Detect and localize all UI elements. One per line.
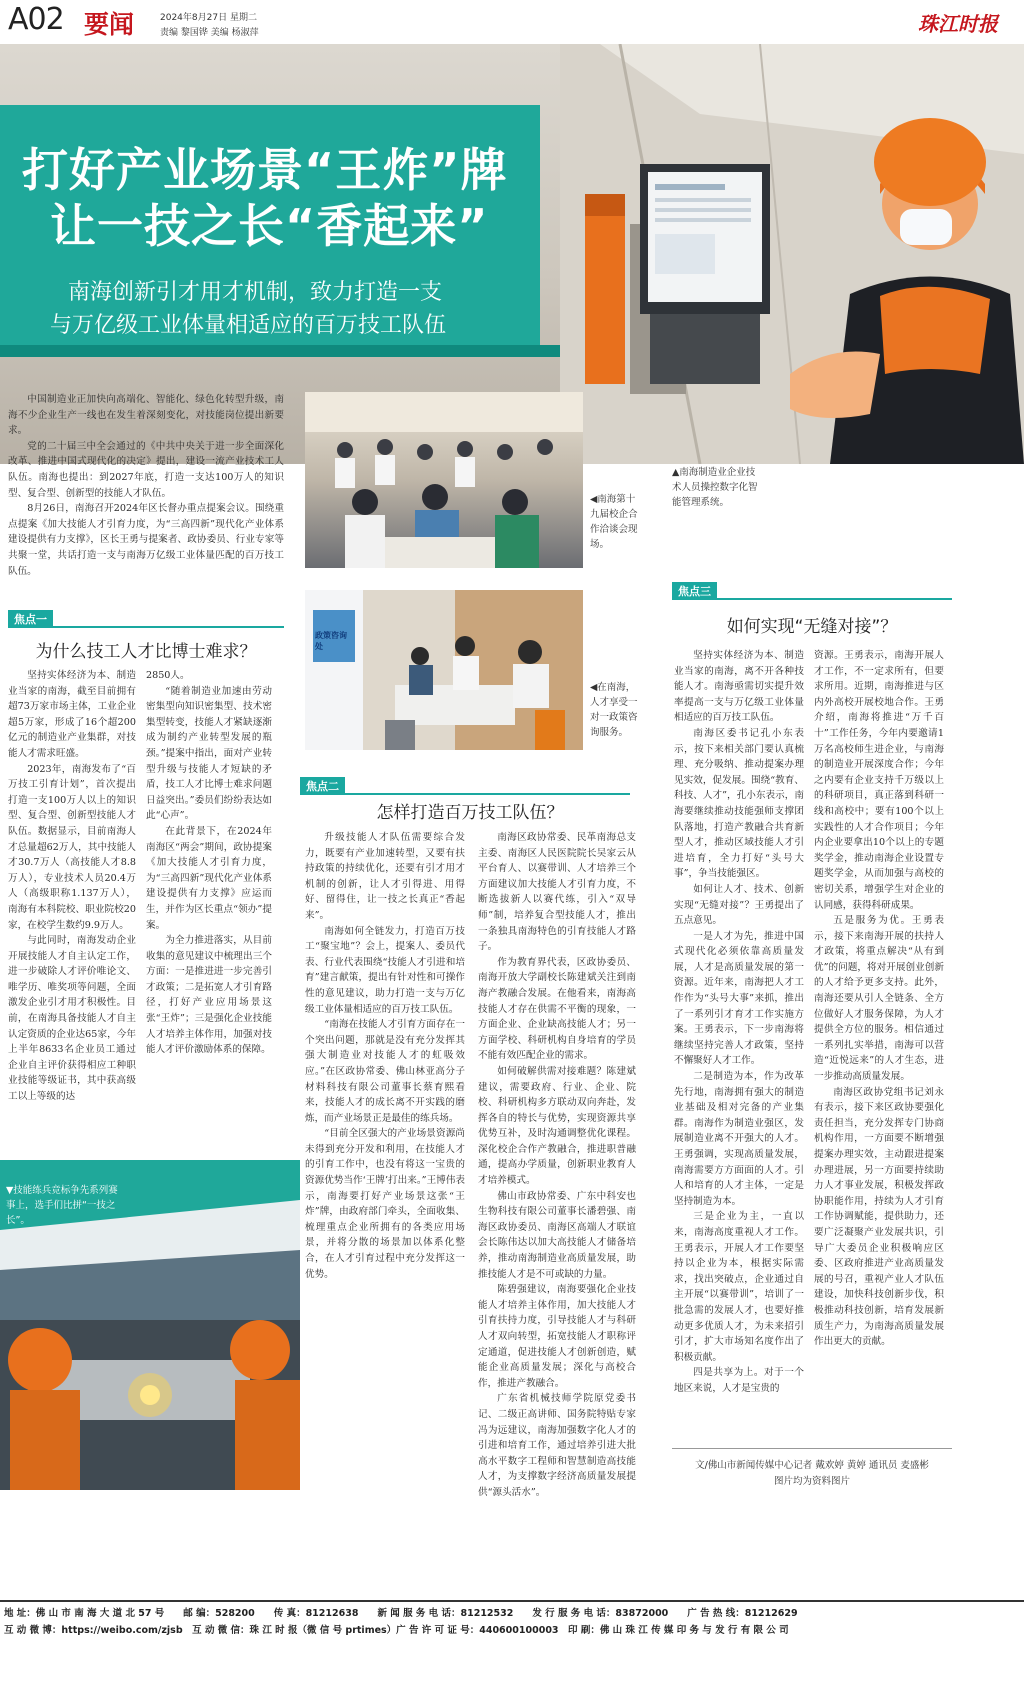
intro-text — [8, 392, 284, 579]
focus2-column-a — [305, 830, 465, 1282]
focus3-tag-row — [672, 580, 952, 600]
body-paragraph: 陈碧强建议，南海要强化企业技能人才培养主体作用，加大技能人才引育扶持力度，引导技能人才与科研人才双向转型，拓宽技能人才职称评定通道，促进技能人才创新创造，赋能企业高质量发展；深化与高校合作，推进产教融合。 — [478, 1284, 636, 1389]
caption-photo2: ◀在南海，人才享受一对一政策咨询服务。 — [590, 682, 638, 738]
byline-author: 文/佛山市新闻传媒中心记者 戴欢婷 黄婷 通讯员 麦盛彬 — [695, 1460, 929, 1471]
caption-photo1: ◀南海第十九届校企合作洽谈会现场。 — [590, 494, 638, 550]
caption-hero: ▲南海制造业企业技术人员操控数字化智能管理系统。 — [672, 467, 758, 508]
crowd-illustration — [305, 392, 583, 568]
body-paragraph: 四是共享为上。对于一个地区来说，人才是宝贵的 — [674, 1367, 804, 1394]
body-paragraph: 与此同时，南海发动企业开展技能人才自主认定工作，进一步破除人才评价唯论文、唯学历、唯奖项等问题，全面激发企业引才用才积极性。目前，在南海具备技能人才自主认定资质的企业达65家，今年上半年8633名企业员工通过企业自主评价获得相应工种职业技能等级证书，其中获高级工以上等级的达 — [8, 935, 136, 1103]
footer-rule — [0, 1600, 1024, 1602]
body-paragraph: 如何破解供需对接难题？陈建斌建议，需要政府、行业、企业、院校、科研机构多方联动双向奔赴，发挥各自的特长与优势，实现资源共享优势互补，及时沟通调整优化课程。深化校企合作产教融合，推进职普融通，提高办学质量，创新职业教育人才培养模式。 — [478, 1065, 636, 1187]
consultation-illustration — [305, 590, 583, 750]
byline-photo-credit: 图片均为资料图片 — [773, 1476, 850, 1487]
focus2-title: 怎样打造百万技工队伍？ — [376, 803, 564, 823]
body-paragraph: 广东省机械技师学院原党委书记、二级正高讲师、国务院特贴专家冯为远建议，南海加强数字化人才的引进和培育工作，通过培养引进大批高水平数字工程师和智慧制造高技能人才，为支撑数字经济高质量发展提供“源头活水”。 — [478, 1393, 636, 1498]
focus2-column-b — [478, 830, 636, 1501]
body-paragraph: 南海区委书记孔小东表示，按下来相关部门要认真梳理、充分吸纳、推动提案办理见实效，促发展。围绕“教育、科技、人才”，孔小东表示，南海要继续推动技能强师支撑团队落地，打造产教融合共育新型人才，推动区域技能人才引进培育，全力打好“头号大事”，争当技能强区。 — [674, 727, 804, 880]
body-paragraph: 坚持实体经济为本、制造业当家的南海，离不开各种技能人才。南海亟需切实提升效率提高一支与万亿级工业体量相适应的百万技工队伍。 — [674, 650, 804, 724]
intro-paragraph: 党的二十届三中全会通过的《中共中央关于进一步全面深化改革、推进中国式现代化的决定》提出，建设一流产业技术工人队伍。南海也提出：到2027年底，打造一支达100万人的知识型、复合型、创新型的技能人才队伍。 — [8, 440, 284, 499]
body-paragraph: 坚持实体经济为本、制造业当家的南海，截至目前拥有超73万家市场主体，工业企业超5万家，形成了16个超200亿元的制造业产业集群，对技能人才需求旺盛。 — [8, 670, 136, 759]
body-paragraph: 南海区政协党组书记刘永有表示，接下来区政协要强化责任担当，充分发挥专门协商机构作用，一方面要不断增强提案办理实效，主动跟进提案办理进展，另一方面要持续助力人才事业发展，积极发挥政协职能作用，持续为人才引育工作协调赋能，提供助力，还要广泛凝聚产业发展共识，引导广大委员企业积极响应区委、区政府推进产业高质量发展的号召，重视产业人才队伍建设，加快科技创新步伐，积极推动科技创新，培育发展新质生产力，为南海高质量发展作出更大的贡献。 — [814, 1086, 944, 1348]
body-paragraph: 五是服务为优。王勇表示，接下来南海开展的扶持人才政策，将重点解决“从有到优”的问题，将对开展创业创新的人才给予更多支持。此外，南海还要从引人全链条、全方位做好人才服务保障，为人才提供全方位的服务。相信通过一系列扎实举措，南海可以营造“近悦远来”的人才生态，进一步推动高质量发展。 — [814, 915, 944, 1083]
byline-rule — [672, 1448, 952, 1449]
photo-career-fair — [305, 392, 583, 568]
issue-date: 2024年8月27日 星期二 — [160, 13, 257, 23]
body-paragraph: “目前全区强大的产业场景资源尚未得到充分开发和利用，在技能人才的引育工作中，也没有将这一宝贵的资源优势当作‘王牌’打出来。”王博伟表示，南海要打好产业场景这张“王炸”牌，由政府部门牵头，全面收集、梳理重点企业所拥有的各类应用场景，并将分散的场景加以体系化整合，在人才引育过程中充分发挥这一优势。 — [305, 1128, 465, 1280]
deck-line2: 与万亿级工业体量相适应的百万技工队伍 — [50, 313, 447, 338]
section-name: 要闻 — [84, 10, 135, 39]
focus2-tag-row — [300, 775, 630, 795]
focus1-tag: 焦点一 — [8, 610, 53, 628]
body-paragraph: 如何让人才、技术、创新实现“无缝对接”？王勇提出了五点意见。 — [674, 883, 804, 927]
focus3-column-a — [674, 648, 804, 1397]
headline-line1: 打好产业场景“王炸”牌 — [22, 143, 508, 197]
focus1-column-b — [146, 668, 272, 1058]
footer-info: 互 动 微 博：https://weibo.com/zjsb 互 动 微 信：珠 江 时 报（微 信 号 prtimes）广 告 许 可 证 号：440600100003 印 刷：佛 山 珠 江 传 媒 印 务 与 发 行 有 限 公 司 — [4, 1625, 789, 1636]
body-paragraph: 作为教育界代表，区政协委员、南海开放大学副校长陈建斌关注到南海产教融合发展。在他看来，南海高技能人才存在供需不平衡的现象，一方面企业、企业缺高技能人才；另一方面学校、科研机构自身培育的学员不能有效匹配企业的需求。 — [478, 956, 636, 1062]
intro-paragraph: 8月26日，南海召开2024年区长督办重点提案会议。围绕重点提案《加大技能人才引育力度，为“三高四新”现代化产业体系建设提供有力支撑》，区长王勇与提案者、政协委员、行业专家等共聚一堂，共话打造一支与南海万亿级工业体量匹配的百万技工队伍。 — [8, 503, 284, 577]
deck-line1: 南海创新引才用才机制，致力打造一支 — [68, 280, 443, 305]
headline-line2: 让一技之长“香起来” — [50, 199, 489, 253]
policy-sign: 政策咨询处 — [315, 631, 347, 651]
body-paragraph: 升级技能人才队伍需要综合发力，既要有产业加速转型，又要有扶持政策的持续优化，还要有引才用才机制的创新，让人才引得进、用得好、留得住，让一技之长真正“香起来”。 — [305, 832, 465, 921]
editors: 责编 黎国铧 美编 杨淑萍 — [160, 28, 259, 38]
focus1-tag-row — [8, 608, 284, 628]
body-paragraph: 一是人才为先，推进中国式现代化必须依靠高质量发展，人才是高质量发展的第一资源。近年来，南海把人才工作作为“头号大事”来抓，推出了一系列引才育才工作实施方案。王勇表示，下一步南海将继续坚持完善人才政策，坚持不懈聚好人才工作。 — [674, 930, 804, 1067]
page-number: A02 — [8, 2, 64, 37]
focus3-tag: 焦点三 — [672, 582, 717, 600]
focus1-title: 为什么技工人才比博士难求？ — [35, 642, 257, 662]
caption-photo3: ▼技能练兵竞标争先系列赛事上，选手们比拼“一技之长”。 — [6, 1185, 118, 1226]
headline-band-edge — [0, 345, 560, 357]
footer-contacts: 地 址：佛 山 市 南 海 大 道 北 57 号 邮 编：528200 传 真：81212638 新 闻 服 务 电 话：81212532 发 行 服 务 电 话：83872000 广 告 热 线：81212629 — [4, 1608, 798, 1619]
body-paragraph: 南海区政协常委、民革南海总支主委、南海区人民医院院长吴家云从平台育人、以赛带训、人才培养三个方面建议加大技能人才引育力度，不断选拔新人以赛代练，引入“双导师”制，培养复合型技能人才，推出一条独具南海特色的引育技能人才路子。 — [478, 832, 636, 953]
body-paragraph: 为全力推进落实，从目前收集的意见建议中梳理出三个方面：一是推进进一步完善引才政策；二是拓宽人才引育路径，打好产业应用场景这张“王炸”；三是强化企业技能人才培养主体作用，加强对技能人才评价激励体系的保障。 — [146, 935, 272, 1056]
focus1-column-a — [8, 668, 136, 1105]
body-paragraph: 三是企业为主，一直以来，南海高度重视人才工作。王勇表示，开展人才工作要坚持以企业为本，根据实际需求，找出突破点，企业通过自主开展“以赛带训”，培训了一批急需的发展人才，也要好推动更多优质人才，为未来招引引才，扩大市场知名度作出了积极贡献。 — [674, 1211, 804, 1363]
body-paragraph: 二是制造为本，作为改革先行地，南海拥有强大的制造业基础及相对完备的产业集群。南海作为制造业强区，发展制造业离不开强大的人才。王勇强调，实现高质量发展，南海需要方方面面的人才。引人和培育的人才主体，一定是坚持制造为本。 — [674, 1071, 804, 1207]
body-paragraph: 2023年，南海发布了“百万技工引育计划”，首次提出打造一支100万人以上的知识型、复合型、创新型技能人才队伍。数据显示，目前南海人才总量超62万人，其中技能人才30.7万人（高技能人才8.8万人），专业技术人员20.4万人（高级职称1.137万人），南海有本科院校、职业院校20家，在校学生数约9.9万人。 — [8, 763, 136, 931]
focus2-rule — [300, 793, 630, 795]
body-paragraph: 2850人。 — [146, 670, 190, 681]
body-paragraph: “随着制造业加速由劳动密集型向知识密集型、技术密集型转变，技能人才紧缺逐渐成为制约产业转型发展的瓶颈。”提案中指出，面对产业转型升级与技能人才短缺的矛盾，技工人才比博士难求问题日益突出。”委员们纷纷表达如此“心声”。 — [146, 685, 272, 822]
body-paragraph: 佛山市政协常委、广东中科安也生物科技有限公司董事长潘碧强、南海区政协委员、南海区高端人才联谊会长陈伟达以加大高技能人才储备培养，推动南海制造业高质量发展，助推技能人才是不可或缺的力量。 — [478, 1190, 636, 1280]
focus3-title: 如何实现“无缝对接”？ — [726, 617, 898, 637]
intro-paragraph: 中国制造业正加快向高端化、智能化、绿色化转型升级，南海不少企业生产一线也在发生着深刻变化，对技能岗位提出新要求。 — [8, 394, 284, 437]
photo-policy-consult — [305, 590, 583, 750]
body-paragraph: “南海在技能人才引育方面存在一个突出问题，那就是没有充分发挥其强大制造业对技能人才的虹吸效应。”在区政协常委、佛山林亚高分子材料科技有限公司董事长蔡育熙看来，技能人才的成长离不开实践的磨炼，而产业场景正是最佳的练兵场。 — [305, 1019, 465, 1124]
body-paragraph: 在此背景下，在2024年南海区“两会”期间，政协提案《加大技能人才引育力度，为“三高四新”现代化产业体系建设提供有力支撑》应运而生，并作为区长重点“领办”提案。 — [146, 825, 272, 931]
body-paragraph: 南海如何全链发力，打造百万技工“聚宝地”？会上，提案人、委员代表、行业代表围绕“技能人才引进和培育”建言献策，提出有针对性和可操作性的意见建议，助力打造一支与万亿级工业体量相适应的百万技工队伍。 — [305, 925, 465, 1015]
focus3-column-b — [814, 648, 944, 1350]
paper-logo: 珠江时报 — [918, 12, 998, 36]
body-paragraph: 资源。王勇表示，南海开展人才工作，不一定求所有，但要求所用。近期，南海推进与区内外高校开展校地合作。王勇介绍，南海将推进“万千百十”工作任务，今年内要邀请1万名高校师生进企业，与南海的制造业开展深度合作；今年之内要有企业支持千万级以上的科研项目，真正落到科研一线和高校中；要有100个以上实践性的人才合作项目；今年内企业要拿出10个以上的专题奖学金，推动南海企业设置专题奖学金，从而加强与高校的密切关系，增强学生对企业的认同感，获得科研成果。 — [814, 650, 944, 911]
focus2-tag: 焦点二 — [300, 777, 345, 795]
